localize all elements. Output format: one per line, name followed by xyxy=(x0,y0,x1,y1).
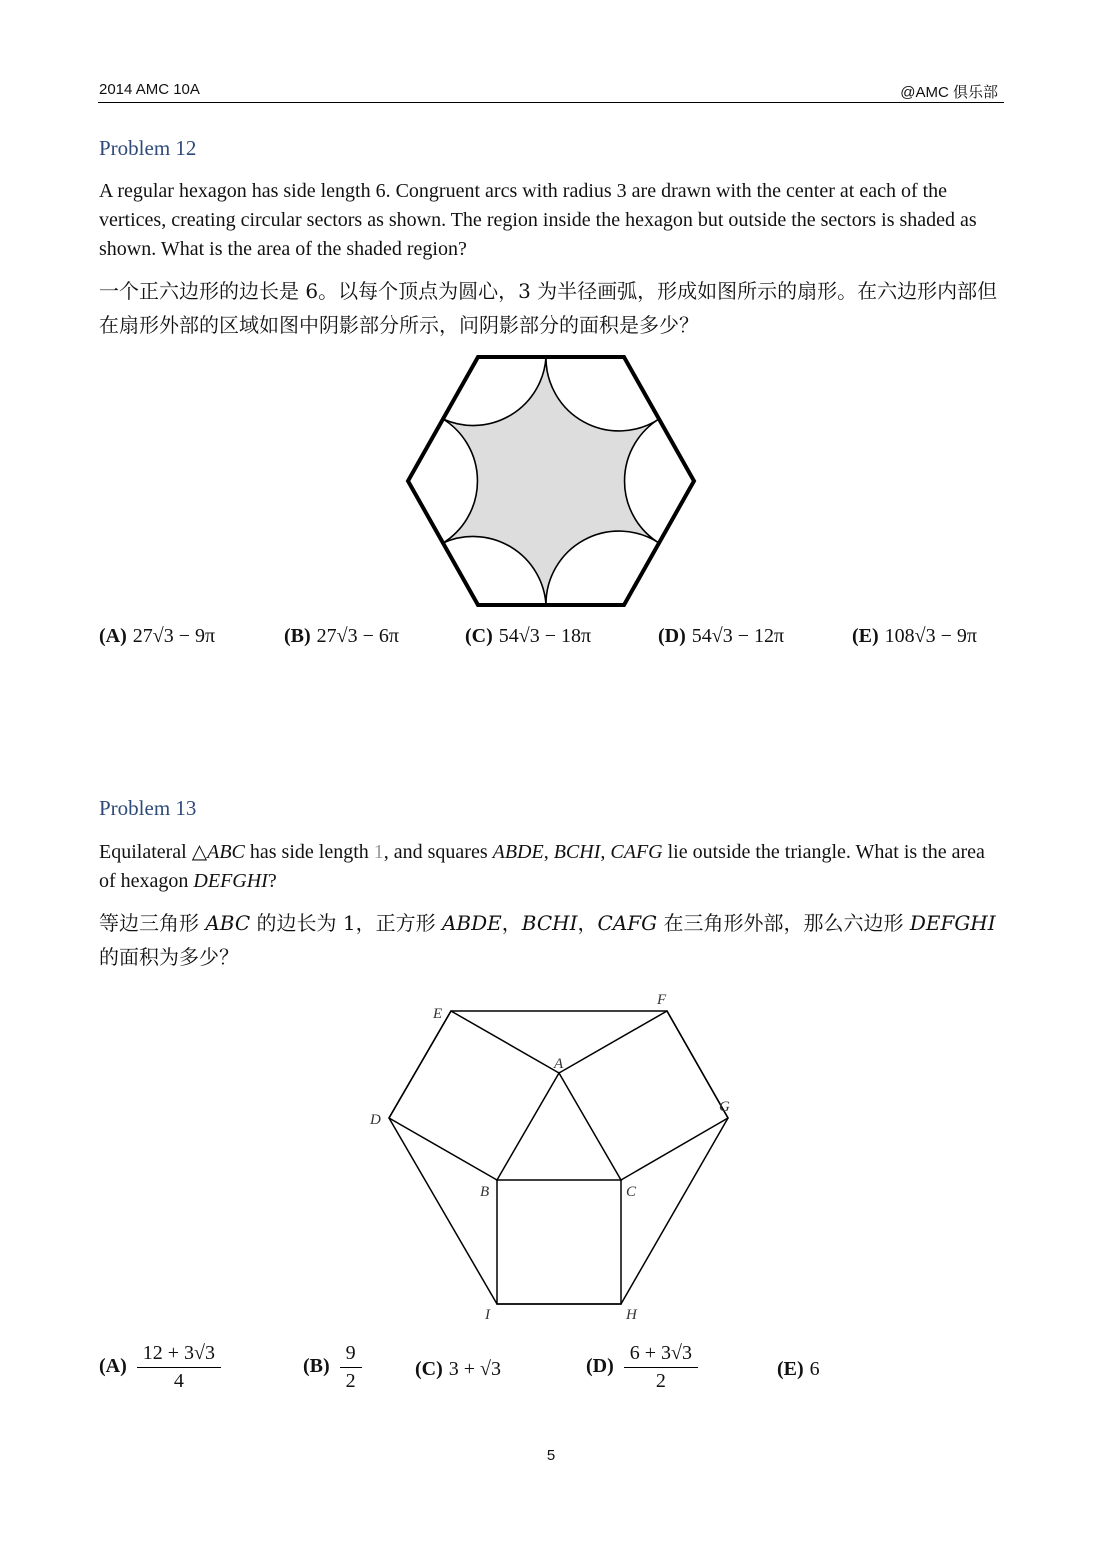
choice-13-b[interactable]: (B) $\frac{9}{2}$ xyxy=(303,1342,366,1393)
choice-12-b[interactable]: (B) 27√3 − 6π xyxy=(284,625,400,647)
problem-12-english-text: A regular hexagon has side length 6. Congruent arcs with radius 3 are drawn with the center at each of the vertices, creating circular sectors as shown. The region inside the hexagon but outside the sectors is shaded as shown. What is the area of the shaded region? xyxy=(99,180,977,260)
square-cafg xyxy=(559,1011,728,1180)
page-number: 5 xyxy=(546,1447,556,1464)
hexagon-defghi xyxy=(389,1011,728,1304)
square-bchi xyxy=(497,1180,621,1304)
choice-12-a[interactable]: (A) 27√3 − 9π xyxy=(99,625,216,647)
shaded-region xyxy=(443,357,659,605)
header-left: 2014 AMC 10A xyxy=(99,81,200,98)
choice-13-d[interactable]: (D) $\frac{6 + 3√3}{2}$ xyxy=(586,1342,702,1393)
label-b: B xyxy=(480,1184,490,1200)
label-c: C xyxy=(626,1184,637,1200)
label-h: H xyxy=(626,1307,637,1323)
label-f: F xyxy=(657,992,667,1008)
choice-13-e[interactable]: (E) 6 xyxy=(777,1358,820,1380)
choice-13-c[interactable]: (C) 3 + √3 xyxy=(415,1358,502,1380)
hexagon-diagram xyxy=(0,348,1102,618)
problem-13-english-text: Equilateral △ABC has side length 1, and squares ABDE, BCHI, CAFG lie outside the triangle. What is the area of hexagon DEFGHI? xyxy=(99,841,985,892)
label-d: D xyxy=(370,1112,381,1128)
label-e: E xyxy=(433,1006,443,1022)
label-g: G xyxy=(719,1099,730,1115)
problem-12-chinese-text: 一个正六边形的边长是 6。以每个顶点为圆心，3 为半径画弧，形成如图所示的扇形。在六边形内部但在扇形外部的区域如图中阴影部分所示，问阴影部分的面积是多少？ xyxy=(99,279,998,337)
label-i: I xyxy=(485,1307,490,1323)
choice-12-d[interactable]: (D) 54√3 − 12π xyxy=(658,625,785,647)
geometry-diagram xyxy=(0,985,1102,1325)
triangle-abc xyxy=(497,1073,621,1180)
problem-13-title: Problem 13 xyxy=(99,796,197,820)
problem-13-chinese-text: 等边三角形 ABC 的边长为 1，正方形 ABDE，BCHI，CAFG 在三角形外部，那么六边形 DEFGHI 的面积为多少？ xyxy=(99,911,996,969)
label-a: A xyxy=(554,1056,564,1072)
choice-13-a[interactable]: (A) $\frac{12 + 3√3}{4}$ xyxy=(99,1342,225,1393)
problem-12-title: Problem 12 xyxy=(99,136,197,160)
choice-12-e[interactable]: (E) 108√3 − 9π xyxy=(852,625,978,647)
square-abde xyxy=(389,1011,559,1180)
page-header xyxy=(98,80,1004,103)
choice-12-c[interactable]: (C) 54√3 − 18π xyxy=(465,625,592,647)
header-right: @AMC 俱乐部 xyxy=(900,84,998,101)
